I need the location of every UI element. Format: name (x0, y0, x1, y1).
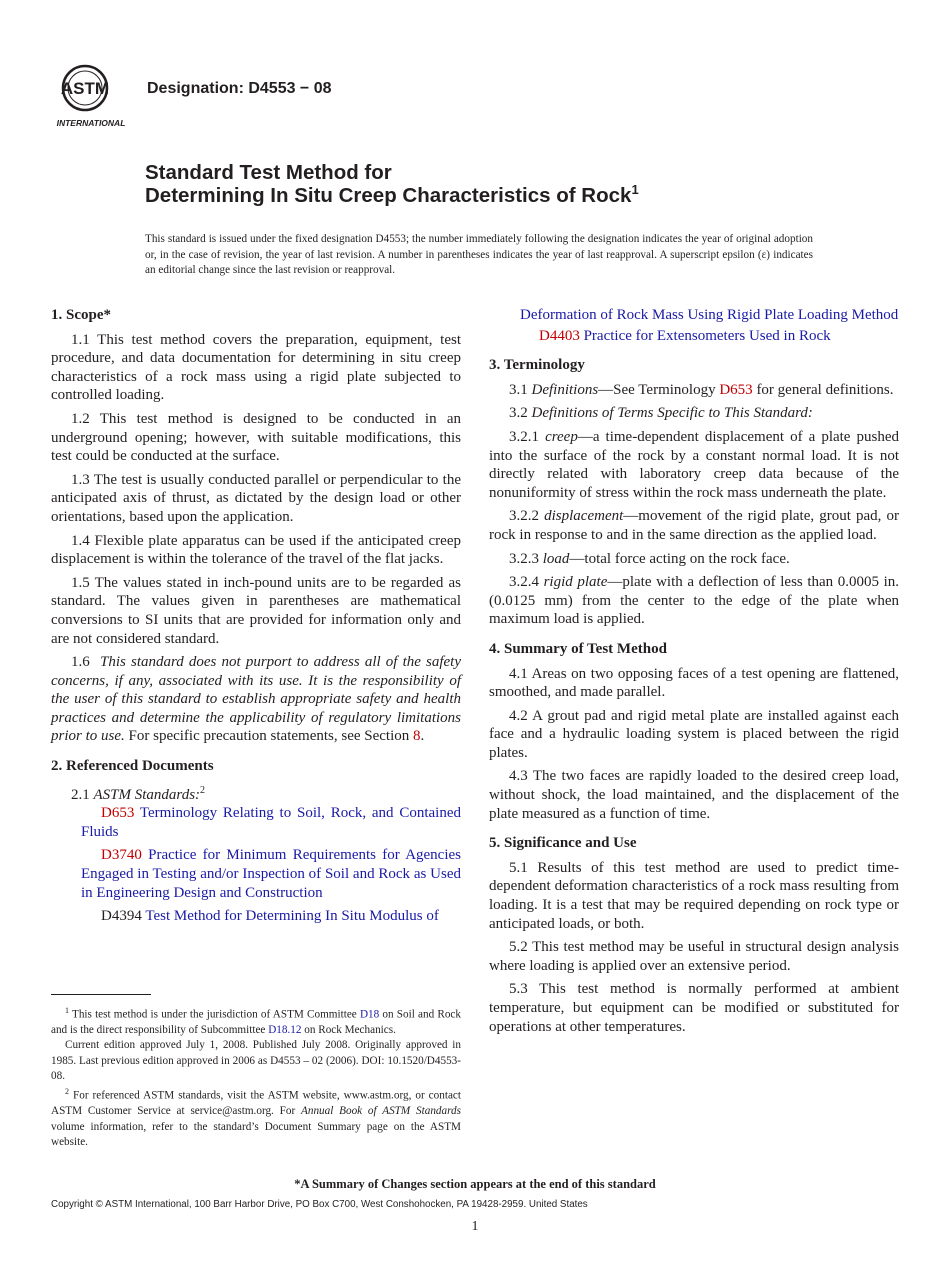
paragraph-5-3: 5.3 This test method is normally performed at ambient temperature, but equipment can be modified or substituted for operations at other temperatures. (489, 981, 899, 1035)
ref-code-link[interactable]: D653 (101, 805, 135, 822)
footnote-text: For referenced ASTM standards, visit the ASTM website, www.astm.org, or contact ASTM Customer Service at service@astm.org. For (51, 1089, 461, 1118)
term: creep (545, 428, 578, 445)
footnotes (51, 1003, 461, 1150)
page-number: 1 (471, 1219, 479, 1234)
right-column (489, 306, 899, 1041)
section-heading-terminology: 3. Terminology (489, 357, 585, 374)
term: rigid plate (543, 574, 608, 591)
paragraph-number: 3.2 (509, 405, 528, 422)
paragraph-1-3: 1.3 The test is usually conducted parallel or perpendicular to the anticipated axis of thrust, as dictated by the design load or other orientations, based upon the application. (51, 471, 461, 525)
paragraph-3-2-2 (489, 507, 899, 544)
term: load (542, 550, 570, 567)
footnote-italic: Annual Book of ASTM Standards (301, 1105, 461, 1118)
d653-link[interactable]: D653 (719, 381, 753, 398)
paragraph-number: 3.2.3 (509, 550, 539, 567)
paragraph-number: 3.1 (509, 381, 528, 398)
paragraph-1-2: 1.2 This test method is designed to be conducted in an underground opening; however, with suitable modifications, this test could be conducted at the surface. (51, 410, 461, 465)
subcommittee-d18-12-link[interactable]: D18.12 (268, 1024, 302, 1037)
paragraph-3-2-4 (489, 573, 899, 629)
paragraph-3-2 (489, 404, 899, 423)
issuance-notice: This standard is issued under the fixed designation D4553; the number immediately following the designation indicates the year of original adoption or, in the case of revision, the year of last revision. A number in parentheses indicates the year of last reapproval. A superscript epsilon (ε) indicates an editorial change since the last revision or reapproval. (145, 233, 813, 276)
term: Definitions of Terms Specific to This Standard: (531, 405, 813, 422)
footnote-marker: 1 (65, 1006, 69, 1015)
reference-d653 (51, 804, 461, 841)
document-title (145, 161, 845, 207)
paragraph-text: for general definitions. (752, 381, 894, 398)
ref-title-link[interactable]: Practice for Extensometers Used in Rock (583, 327, 831, 344)
definition-text: —a time-dependent displacement of a plate pushed into the surface of the rock by a constant normal load. It is not directly related with laboratory creep data because of the nonuniformity of stress within the rock mass underneath the plate. (489, 428, 900, 501)
safety-caveat: This standard does not purport to address all of the safety concerns, if any, associated with its use. It is the responsibility of the user of this standard to establish appropriate safety and health practices and determine the applicability of regulatory limitations prior to use. (51, 654, 462, 745)
paragraph-4-3: 4.3 The two faces are rapidly loaded to the desired creep load, without shock, the load maintained, and the displacement of the plate measured as a function of time. (489, 768, 899, 822)
paragraph-number: 3.2.2 (509, 508, 539, 525)
footnote-1-edition: Current edition approved July 1, 2008. Published July 2008. Originally approved in 1985. Last previous edition approved in 2006 as D4553 – 02 (2006). DOI: 10.1520/D4553-08. (51, 1039, 461, 1082)
paragraph-1-1: 1.1 This test method covers the preparation, equipment, test procedure, and data documentation for determining in situ creep characteristics of a rock mass using a rigid plate subjected to controlled loading. (51, 331, 461, 404)
paragraph-number: 3.2.4 (509, 574, 539, 591)
paragraph-5-2: 5.2 This test method may be useful in structural design analysis where loading is applied over an extensive period. (489, 939, 899, 974)
title-footnote-ref: 1 (631, 182, 639, 198)
ref-code: D4394 (101, 908, 142, 925)
ref-title-link[interactable]: Test Method for Determining In Situ Modulus of (145, 908, 439, 925)
designation: Designation: D4553 − 08 (147, 80, 332, 97)
paragraph-4-2: 4.2 A grout pad and rigid metal plate are installed against each face and a hydraulic loading system is placed between the rigid plates. (489, 707, 899, 761)
paragraph-1-5: 1.5 The values stated in inch-pound units are to be regarded as standard. The values given in parentheses are mathematical conversions to SI units that are provided for information only and are not considered standard. (51, 574, 461, 647)
reference-d4394 (51, 907, 461, 926)
footnote-text: volume information, refer to the standard’s Document Summary page on the ASTM website. (51, 1120, 461, 1148)
paragraph-text: For specific precaution statements, see Section (124, 728, 414, 745)
paragraph-1-6 (51, 653, 461, 746)
logo-wordmark: INTERNATIONAL (56, 118, 126, 128)
ref-title-link[interactable]: Terminology Relating to Soil, Rock, and Contained Fluids (81, 805, 461, 840)
section-heading-referenced-documents: 2. Referenced Documents (51, 758, 214, 775)
summary-of-changes-note: *A Summary of Changes section appears at the end of this standard (294, 1177, 656, 1191)
footnote-text: on Soil and Rock and is the direct responsibility of Subcommittee (51, 1008, 461, 1037)
footnote-text: This test method is under the jurisdiction of ASTM Committee (69, 1008, 360, 1021)
term: Definitions (531, 381, 599, 398)
footnote-2 (51, 1084, 461, 1150)
astm-logo (53, 60, 135, 132)
title-line-1: Standard Test Method for (145, 161, 392, 184)
left-column (51, 306, 461, 931)
committee-d18-link[interactable]: D18 (359, 1008, 380, 1021)
copyright: Copyright © ASTM International, 100 Barr Harbor Drive, PO Box C700, West Conshohocken, PA 19428-2959. United States (51, 1199, 588, 1210)
section-8-link[interactable]: 8 (413, 728, 421, 745)
paragraph-text: —See Terminology (598, 381, 720, 398)
footnote-marker: 2 (65, 1087, 69, 1097)
footnote-divider (51, 994, 151, 995)
paragraph-number: 3.2.1 (509, 428, 539, 445)
section-heading-summary: 4. Summary of Test Method (489, 640, 667, 657)
paragraph-3-2-3 (489, 550, 899, 569)
definition-text: —plate with a deflection of less than 0.0005 in. (0.0125 mm) from the center to the edge of the plate when maximum load is applied. (489, 574, 900, 628)
footnote-text: on Rock Mechanics. (301, 1024, 396, 1037)
reference-d4394-continued (489, 306, 899, 325)
paragraph-number: 1.6 (71, 654, 90, 671)
ref-title-link[interactable]: Deformation of Rock Mass Using Rigid Plate Loading Method (520, 307, 899, 323)
reference-d3740 (51, 846, 461, 902)
title-line-2: Determining In Situ Creep Characteristics of Rock (145, 184, 632, 207)
paragraph-3-2-1 (489, 428, 899, 502)
paragraph-number: 2.1 (71, 786, 90, 803)
term: displacement (544, 508, 624, 525)
section-heading-scope: 1. Scope* (51, 307, 111, 323)
logo-letters: ASTM (60, 79, 110, 98)
paragraph-4-1: 4.1 Areas on two opposing faces of a test opening are flattened, smoothed, and made parallel. (489, 665, 899, 701)
footnote-ref: 2 (200, 784, 206, 796)
definition-text: —total force acting on the rock face. (569, 550, 790, 567)
paragraph-2-1 (51, 782, 461, 805)
footnote-1 (51, 1003, 461, 1038)
ref-title-link[interactable]: Practice for Minimum Requirements for Agencies Engaged in Testing and/or Inspection of Soil and Rock as Used in Engineering Design and Construction (81, 847, 461, 901)
ref-code-link[interactable]: D4403 (539, 327, 580, 344)
section-heading-significance: 5. Significance and Use (489, 835, 637, 852)
paragraph-3-1 (489, 381, 899, 400)
paragraph-1-4: 1.4 Flexible plate apparatus can be used if the anticipated creep displacement is within the tolerance of the travel of the flat jacks. (51, 532, 461, 568)
reference-d4403 (489, 327, 899, 346)
ref-code-link[interactable]: D3740 (101, 847, 142, 864)
paragraph-text: . (420, 728, 425, 745)
paragraph-5-1: 5.1 Results of this test method are used to predict time-dependent deformation characteristics of a rock mass resulting from loading. It is a test that may be required depending on rock type or anticipated loads, or both. (489, 859, 899, 932)
astm-standards-label: ASTM Standards: (93, 786, 201, 803)
definition-text: —movement of the rigid plate, grout pad, or rock in response to and in the same direction as the applied load. (489, 508, 900, 543)
